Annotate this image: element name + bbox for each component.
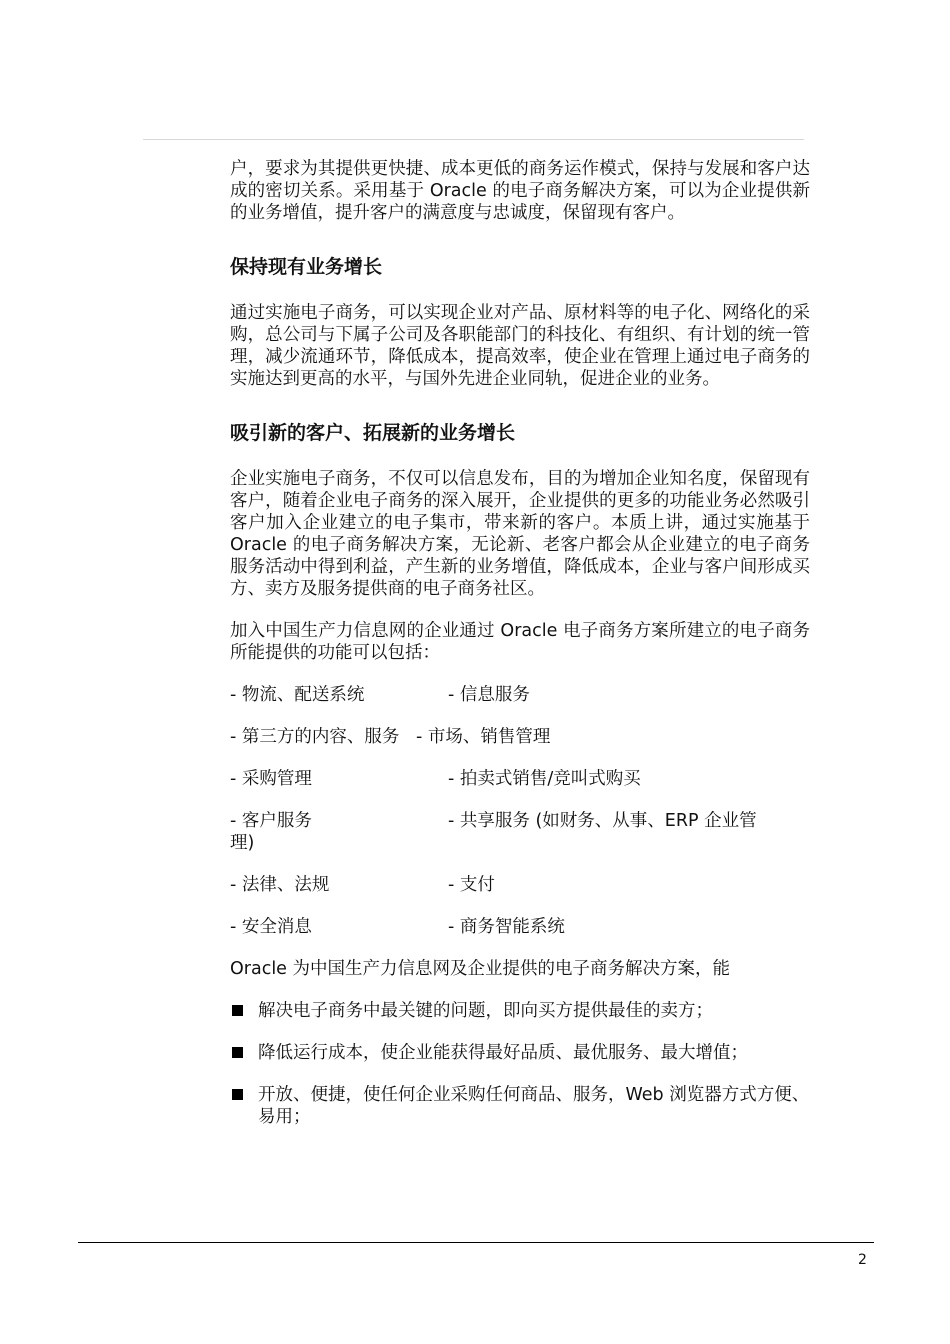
square-bullet-icon: [232, 1089, 243, 1100]
intro-paragraph: 户，要求为其提供更快捷、成本更低的商务运作模式，保持与发展和客户达成的密切关系。采用基于 Oracle 的电子商务解决方案，可以为企业提供新的业务增值，提升客户的满意度与忠诚度，保留现有客户。: [230, 159, 810, 223]
function-right: - 支付: [448, 875, 495, 895]
functions-intro-paragraph: 加入中国生产力信息网的企业通过 Oracle 电子商务方案所建立的电子商务所能提供的功能可以包括：: [230, 621, 810, 663]
function-row: [230, 874, 810, 896]
function-row: [230, 684, 810, 706]
square-bullet-icon: [232, 1005, 243, 1016]
page-number: 2: [858, 1252, 867, 1268]
function-row: [230, 726, 810, 748]
list-item: [230, 1000, 810, 1022]
function-left: - 物流、配送系统: [230, 685, 365, 705]
function-right: - 共享服务 (如财务、从事、ERP 企业管: [448, 811, 757, 831]
function-right: - 信息服务: [448, 685, 530, 705]
document-body: [230, 158, 810, 1128]
list-item: [230, 1084, 810, 1128]
keep-growth-paragraph: 通过实施电子商务，可以实现企业对产品、原材料等的电子化、网络化的采购，总公司与下属子公司及各职能部门的科技化、有组织、有计划的统一管理，减少流通环节，降低成本，提高效率，使企业在管理上通过电子商务的实施达到更高的水平，与国外先进企业同轨，促进企业的业务。: [230, 303, 810, 389]
function-row: [230, 810, 810, 854]
function-right: - 拍卖式销售/竞叫式购买: [448, 769, 641, 789]
benefits-list: [230, 1000, 810, 1128]
function-right: - 商务智能系统: [448, 917, 565, 937]
section-heading-keep-growth: 保持现有业务增长: [230, 256, 383, 278]
square-bullet-icon: [232, 1047, 243, 1058]
function-left: - 第三方的内容、服务: [230, 727, 400, 747]
function-row: [230, 916, 810, 938]
header-rule: [143, 139, 804, 140]
bullet-text: 解决电子商务中最关键的问题，即向买方提供最佳的卖方；: [258, 1001, 713, 1021]
function-right: - 市场、销售管理: [416, 727, 551, 747]
footer-rule: [78, 1242, 874, 1243]
functions-list: [230, 684, 810, 938]
function-left: - 安全消息: [230, 917, 312, 937]
function-row: [230, 768, 810, 790]
function-left: - 采购管理: [230, 769, 312, 789]
bullet-text: 降低运行成本，使企业能获得最好品质、最优服务、最大增值；: [258, 1043, 748, 1063]
function-left: - 法律、法规: [230, 875, 330, 895]
new-customers-paragraph: 企业实施电子商务，不仅可以信息发布，目的为增加企业知名度，保留现有客户，随着企业电子商务的深入展开，企业提供的更多的功能业务必然吸引客户加入企业建立的电子集市，带来新的客户。本质上讲，通过实施基于 Oracle 的电子商务解决方案，无论新、老客户都会从企业建立的电子商务服务活动中得到利益，产生新的业务增值，降低成本，企业与客户间形成买方、卖方及服务提供商的电子商务社区。: [230, 469, 810, 599]
function-continuation: 理): [230, 833, 255, 853]
list-item: [230, 1042, 810, 1064]
function-left: - 客户服务: [230, 811, 312, 831]
bullet-text: 开放、便捷，使任何企业采购任何商品、服务，Web 浏览器方式方便、易用；: [258, 1085, 810, 1127]
solution-intro-paragraph: Oracle 为中国生产力信息网及企业提供的电子商务解决方案，能: [230, 959, 731, 979]
section-heading-new-customers: 吸引新的客户、拓展新的业务增长: [230, 422, 516, 444]
